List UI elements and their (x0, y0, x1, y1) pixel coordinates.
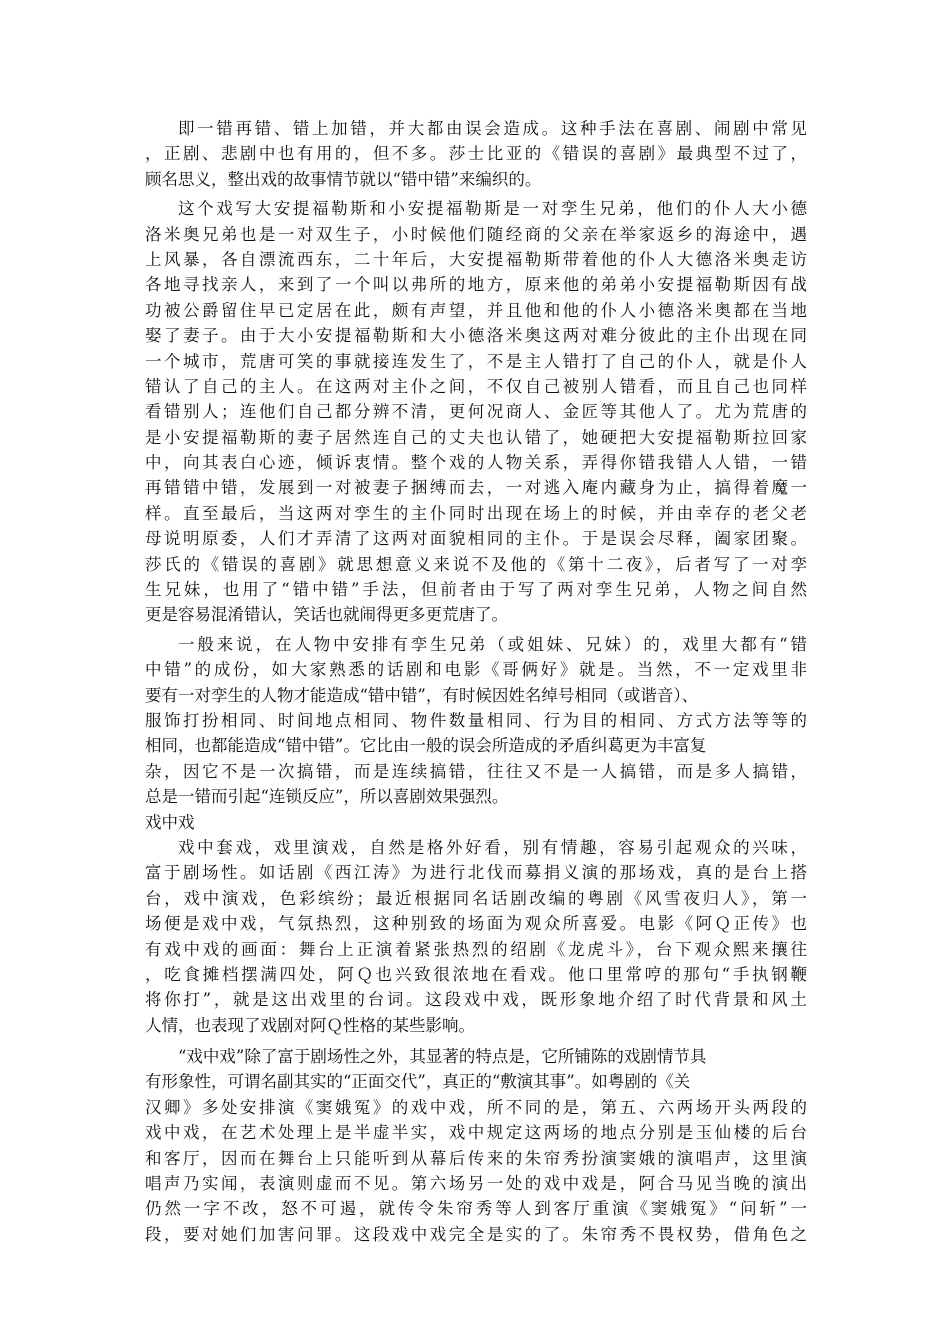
text-line: 富于剧场性。如话剧《西江涛》为进行北伐而募捐义演的那场戏，真的是台上搭 (145, 863, 807, 883)
text-line: 一般来说，在人物中安排有孪生兄弟（或姐妹、兄妹）的，戏里大都有“错 (178, 634, 807, 654)
paragraph-1 (145, 116, 807, 192)
text-line: 中，向其表白心迹，倾诉衷情。整个戏的人物关系，弄得你错我错人人错，一错 (145, 453, 807, 473)
text-line: 这个戏写大安提福勒斯和小安提福勒斯是一对孪生兄弟，他们的仆人大小德 (178, 199, 807, 219)
text-line: ，吃食摊档摆满四处，阿Ｑ也兴致很浓地在看戏。他口里常哼的那句“手执钢鞭 (145, 964, 807, 984)
text-line: 再错错中错，发展到一对被妻子捆缚而去，一对逃入庵内藏身为止，搞得着魔一 (145, 478, 807, 498)
text-line: 各地寻找亲人，来到了一个叫以弗所的地方，原来他的弟弟小安提福勒斯因有战 (145, 275, 807, 295)
text-line: 段，要对她们加害问罪。这段戏中戏完全是实的了。朱帘秀不畏权势，借角色之 (145, 1224, 807, 1244)
text-line: 看错别人；连他们自己都分辨不清，更何况商人、金匠等其他人了。尤为荒唐的 (145, 402, 807, 422)
text-line: 汉卿》多处安排演《窦娥冤》的戏中戏，所不同的是，第五、六两场开头两段的 (145, 1097, 807, 1117)
text-line: 有形象性，可谓名副其实的“正面交代”，真正的“敷演其事”。如粤剧的《关 (145, 1072, 691, 1092)
text-line: “戏中戏”除了富于剧场性之外，其显著的特点是，它所铺陈的戏剧情节具 (178, 1047, 707, 1067)
text-line: 母说明原委，人们才弄清了这两对面貌相同的主仆。于是误会尽释，阖家团聚。 (145, 529, 807, 549)
text-line: 将你打”，就是这出戏里的台词。这段戏中戏，既形象地介绍了时代背景和风土 (145, 990, 807, 1010)
section-heading: 戏中戏 (145, 812, 195, 832)
text-line: 功被公爵留住早已定居在此，颇有声望，并且他和他的仆人小德洛米奥都在当地 (145, 300, 807, 320)
text-line: 仍然一字不改，怒不可遏，就传令朱帘秀等人到客厅重演《窦娥冤》“问斩”一 (145, 1199, 807, 1219)
text-line: ，正剧、悲剧中也有用的，但不多。莎士比亚的《错误的喜剧》最典型不过了， (145, 144, 807, 164)
text-line: 服饰打扮相同、时间地点相同、物件数量相同、行为目的相同、方式方法等等的 (145, 710, 807, 730)
text-line: 一个城市，荒唐可笑的事就接连发生了，不是主人错打了自己的仆人，就是仆人 (145, 351, 807, 371)
text-line: 场便是戏中戏，气氛热烈，这种别致的场面为观众所喜爱。电影《阿Ｑ正传》也 (145, 914, 807, 934)
text-line: 唱声乃实闻，表演则虚而不见。第六场另一处的戏中戏是，阿合马见当晚的演出 (145, 1174, 807, 1194)
text-line: 中错”的成份，如大家熟悉的话剧和电影《哥俩好》就是。当然，不一定戏里非 (145, 660, 807, 680)
text-line: 人情，也表现了戏剧对阿Ｑ性格的某些影响。 (145, 1015, 475, 1035)
text-line: 上风暴，各自漂流西东，二十年后，大安提福勒斯带着他的仆人大德洛米奥走访 (145, 249, 807, 269)
text-line: 总是一错而引起“连锁反应”，所以喜剧效果强烈。 (145, 787, 509, 807)
paragraph-5 (145, 1044, 807, 1247)
paragraph-3 (145, 632, 807, 810)
text-line: 相同，也都能造成“错中错”。它比由一般的误会所造成的矛盾纠葛更为丰富复 (145, 736, 707, 756)
text-line: 错认了自己的主人。在这两对主仆之间，不仅自己被别人错看，而且自己也同样 (145, 376, 807, 396)
text-line: 顾名思义，整出戏的故事情节就以“错中错”来编织的。 (145, 169, 542, 189)
text-line: 更是容易混淆错认，笑话也就闹得更多更荒唐了。 (145, 605, 508, 625)
text-line: 戏中戏，在艺术处理上是半虚半实，戏中规定这两场的地点分别是玉仙楼的后台 (145, 1123, 807, 1143)
text-line: 杂，因它不是一次搞错，而是连续搞错，往往又不是一人搞错，而是多人搞错， (145, 761, 807, 781)
text-line: 生兄妹，也用了“错中错”手法，但前者由于写了两对孪生兄弟，人物之间自然 (145, 580, 807, 600)
paragraph-4 (145, 835, 807, 1038)
paragraph-2 (145, 196, 807, 628)
document-page (145, 116, 807, 1247)
text-line: 有戏中戏的画面：舞台上正演着紧张热烈的绍剧《龙虎斗》，台下观众熙来攘往 (145, 939, 807, 959)
text-line: 即一错再错、错上加错，并大都由误会造成。这种手法在喜剧、闹剧中常见 (178, 119, 807, 138)
text-line: 要有一对孪生的人物才能造成“错中错”，有时候因姓名绰号相同（或谐音）、 (145, 685, 699, 705)
text-line: 戏中套戏，戏里演戏，自然是格外好看，别有情趣，容易引起观众的兴味， (178, 837, 807, 857)
text-line: 台，戏中演戏，色彩缤纷；最近根据同名话剧改编的粤剧《风雪夜归人》，第一 (145, 888, 807, 908)
text-line: 莎氏的《错误的喜剧》就思想意义来说不及他的《第十二夜》，后者写了一对孪 (145, 554, 807, 574)
text-line: 洛米奥兄弟也是一对双生子，小时候他们随经商的父亲在举家返乡的海途中，遇 (145, 224, 807, 244)
text-line: 和客厅，因而在舞台上只能听到从幕后传来的朱帘秀扮演窦娥的演唱声，这里演 (145, 1148, 807, 1168)
text-line: 娶了妻子。由于大小安提福勒斯和大小德洛米奥这两对难分彼此的主仆出现在同 (145, 326, 807, 346)
text-line: 是小安提福勒斯的妻子居然连自己的丈夫也认错了，她硬把大安提福勒斯拉回家 (145, 427, 807, 447)
text-line: 样。直至最后，当这两对孪生的主仆同时出现在场上的时候，并由幸存的老父老 (145, 503, 807, 523)
